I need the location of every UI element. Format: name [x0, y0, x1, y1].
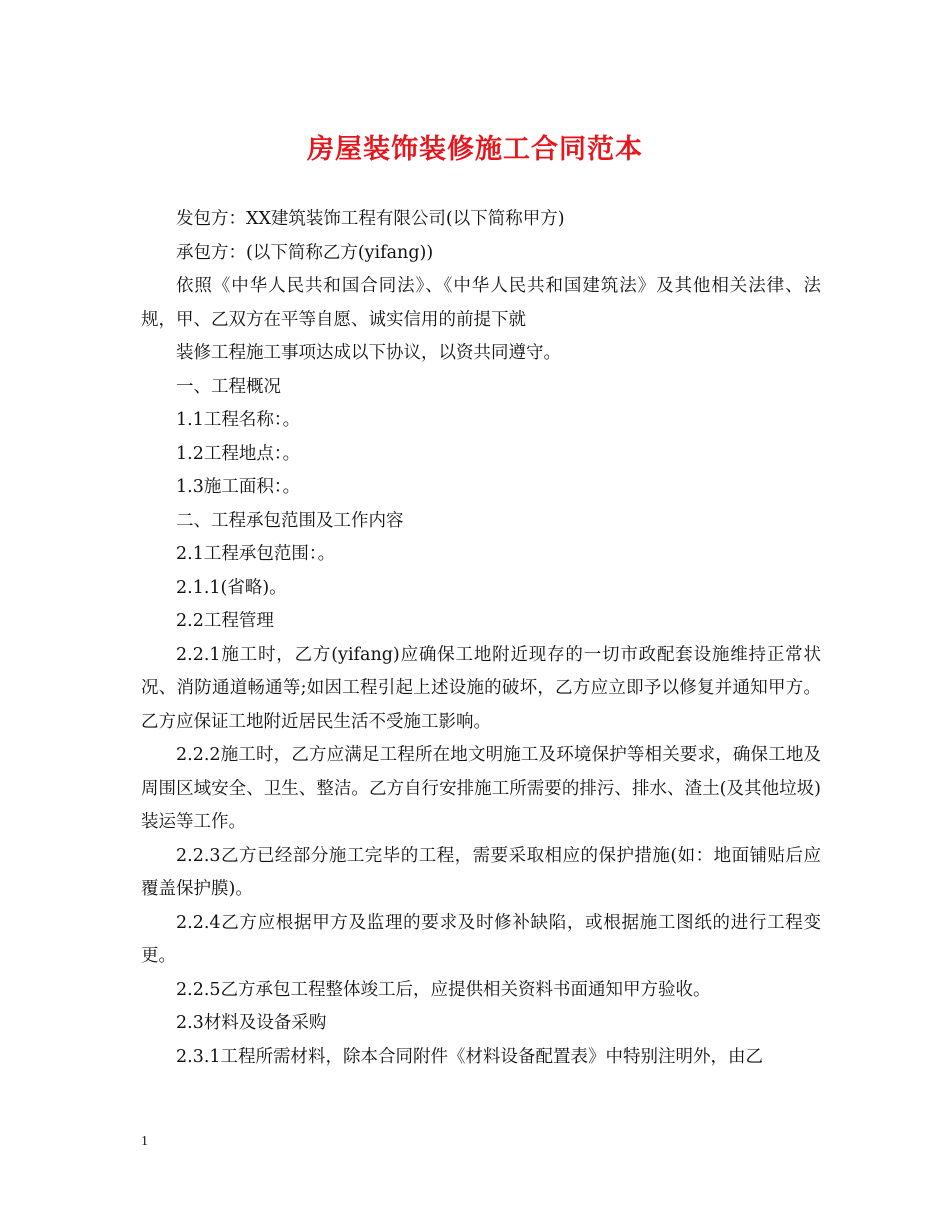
clause-2-2-3: 2.2.3乙方已经部分施工完毕的工程，需要采取相应的保护措施(如：地面铺贴后应覆盖保护膜)。 [141, 845, 821, 899]
clause-2-3-1: 2.3.1工程所需材料，除本合同附件《材料设备配置表》中特别注明外，由乙 [176, 1046, 764, 1067]
section-heading-scope: 二、工程承包范围及工作内容 [176, 510, 404, 531]
clause-2-2-2: 2.2.2施工时，乙方应满足工程所在地文明施工及环境保护等相关要求，确保工地及周围区域安全、卫生、整洁。乙方自行安排施工所需要的排污、排水、渣土(及其他垃圾)装运等工作。 [141, 745, 821, 832]
document-body [141, 203, 821, 1074]
clause-1-2: 1.2工程地点：。 [176, 443, 301, 464]
clause-2-3: 2.3材料及设备采购 [176, 1013, 327, 1033]
paragraph-agreement: 装修工程施工事项达成以下协议，以资共同遵守。 [176, 343, 561, 363]
clause-2-2-5: 2.2.5乙方承包工程整体竣工后，应提供相关资料书面通知甲方验收。 [176, 979, 711, 1000]
clause-2-2-4: 2.2.4乙方应根据甲方及监理的要求及时修补缺陷，或根据施工图纸的进行工程变更。 [141, 912, 821, 966]
clause-2-1: 2.1工程承包范围：。 [176, 544, 336, 564]
paragraph-contractor-employer: 发包方：XX建筑装饰工程有限公司(以下简称甲方) [176, 209, 565, 229]
clause-1-3: 1.3施工面积：。 [176, 477, 301, 497]
document-title: 房屋装饰装修施工合同范本 [307, 134, 643, 165]
clause-1-1: 1.1工程名称：。 [176, 410, 301, 430]
clause-2-1-1: 2.1.1(省略)。 [176, 577, 287, 598]
paragraph-legal-basis: 依照《中华人民共和国合同法》、《中华人民共和国建筑法》及其他相关法律、法规，甲、乙双方在平等自愿、诚实信用的前提下就 [141, 276, 821, 330]
clause-2-2-1: 2.2.1施工时，乙方(yifang)应确保工地附近现存的一切市政配套设施维持正常状况、消防通道畅通等;如因工程引起上述设施的破坏，乙方应立即予以修复并通知甲方。乙方应保证工地附近居民生活不受施工影响。 [141, 644, 821, 732]
paragraph-contractor-party-b: 承包方：(以下简称乙方(yifang)) [176, 242, 434, 263]
section-heading-overview: 一、工程概况 [176, 376, 281, 397]
clause-2-2: 2.2工程管理 [176, 611, 274, 631]
page-number: 1 [141, 1134, 148, 1149]
